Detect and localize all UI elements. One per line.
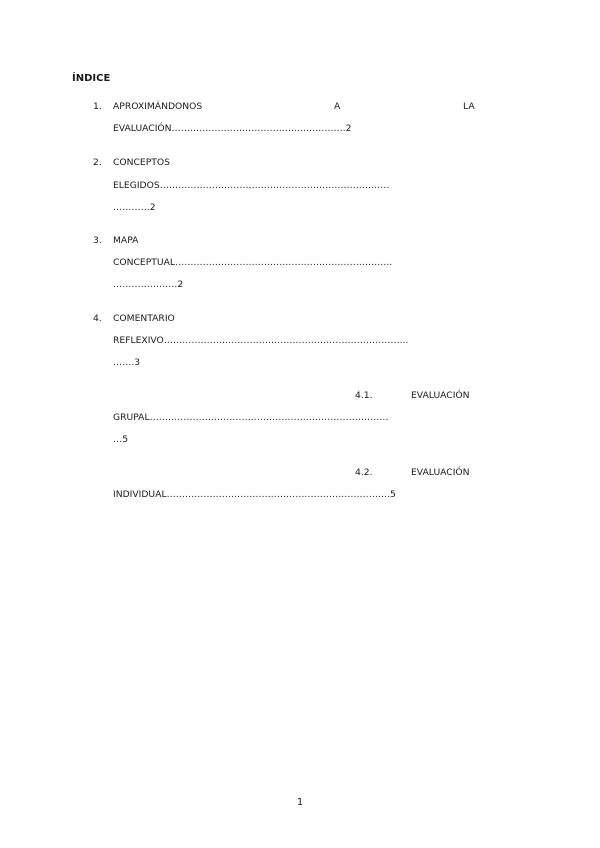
toc-item-2-line: ELEGIDOS………………………………………………………………… — [113, 180, 390, 191]
toc-item-3-number: 3. — [93, 235, 102, 246]
toc-item-3-line: CONCEPTUAL…………………………………………………………….. — [113, 257, 393, 268]
page-title: ÍNDICE — [72, 73, 111, 84]
toc-item-2-number: 2. — [93, 157, 102, 168]
toc-item-3-page: …………………2 — [113, 279, 184, 290]
toc-item-1-line: EVALUACIÓN…………………………………..…………….2 — [113, 123, 352, 134]
toc-item-1-word-2: A — [334, 101, 341, 112]
toc-item-4-2-line: INDIVIDUAL……………………………………………………………….5 — [113, 489, 396, 500]
toc-item-2-page: …………2 — [113, 202, 156, 213]
toc-item-4-2-label: EVALUACIÓN — [411, 467, 470, 478]
page-number: 1 — [296, 797, 304, 808]
toc-item-4-label: COMENTARIO — [113, 313, 175, 324]
toc-item-4-1-label: EVALUACIÓN — [411, 390, 470, 401]
toc-item-4-2-number: 4.2. — [355, 467, 373, 478]
toc-item-4-1-line: GRUPAL…………………………………………………………………… — [113, 412, 389, 423]
toc-item-4-number: 4. — [93, 313, 102, 324]
toc-item-1-word-1: APROXIMÁNDONOS — [113, 101, 203, 112]
toc-item-2-label: CONCEPTOS — [113, 157, 170, 168]
toc-item-4-page: …….3 — [113, 357, 141, 368]
toc-item-4-1-number: 4.1. — [355, 390, 373, 401]
toc-item-1-number: 1. — [93, 101, 102, 112]
toc-item-3-label: MAPA — [113, 235, 139, 246]
toc-item-1-word-3: LA — [463, 101, 475, 112]
toc-item-4-1-page: …5 — [113, 434, 129, 445]
toc-item-4-line: REFLEXIVO…………………………………………………………………….. — [113, 335, 409, 346]
